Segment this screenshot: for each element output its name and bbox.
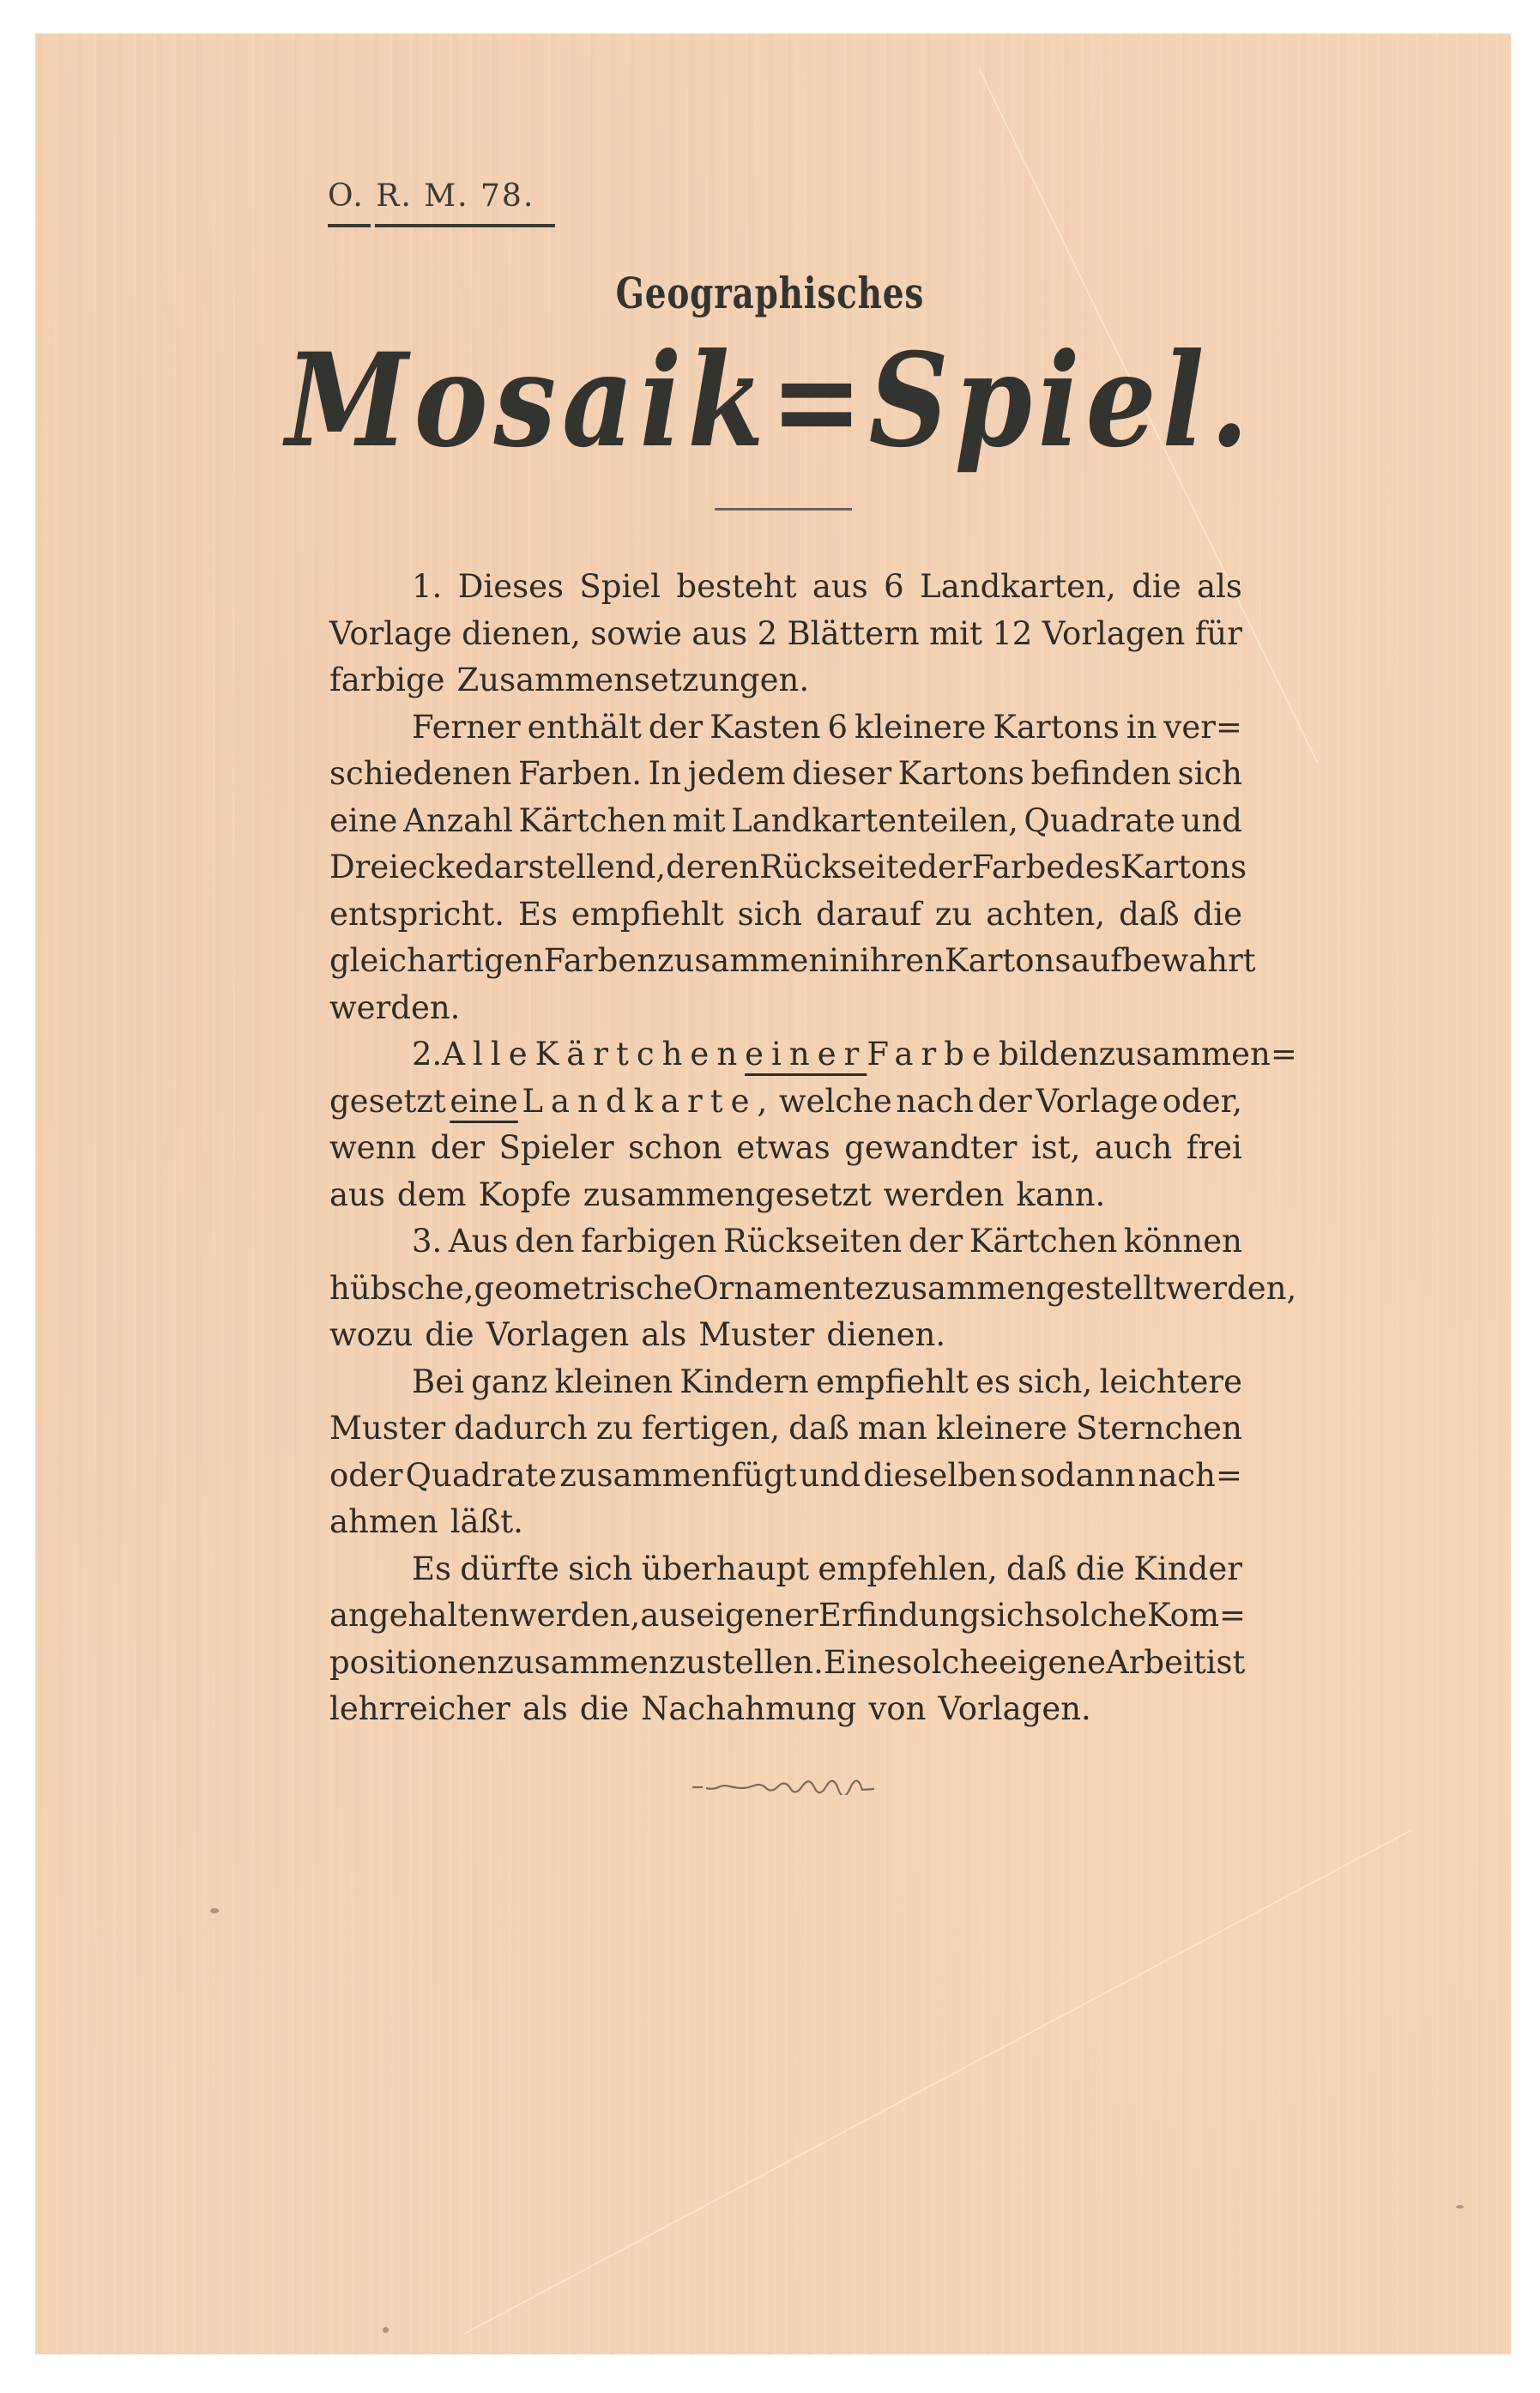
word: farbige: [329, 662, 445, 698]
word: empfehlen,: [818, 1550, 998, 1587]
word: kleinere: [855, 708, 987, 746]
word: Rückseiten: [723, 1223, 903, 1260]
word: Ferner: [412, 708, 521, 746]
text-line: [329, 942, 1256, 988]
paper-speck: [383, 2327, 389, 2333]
word: Vorlage: [1036, 1082, 1159, 1120]
word: zusammen: [657, 942, 830, 979]
word: auch: [1094, 1129, 1173, 1166]
word: den: [515, 1223, 575, 1260]
word: der: [917, 849, 972, 885]
word: hübsche,: [329, 1269, 474, 1307]
word: farbigen: [581, 1223, 717, 1260]
word: Landkartenteilen,: [731, 801, 1018, 839]
word: Alle: [442, 1036, 535, 1073]
word: dieselben: [863, 1456, 1018, 1494]
word: nach: [896, 1082, 974, 1120]
word: welche: [778, 1082, 892, 1120]
title-divider: [715, 508, 852, 511]
word: geometrische: [474, 1269, 693, 1307]
paper-crease: [464, 1829, 1412, 2335]
reference-underline-short: [328, 224, 371, 227]
word: leichtere: [1099, 1363, 1242, 1400]
word: ver=: [1163, 708, 1242, 746]
word: Kartons: [945, 942, 1072, 979]
word: werden.: [329, 988, 461, 1026]
text-line: [329, 1129, 1242, 1175]
word: Kartons: [993, 708, 1120, 746]
word: oder: [329, 1456, 403, 1494]
catalog-reference: O. R. M. 78.: [328, 178, 535, 214]
text-line: [329, 615, 1242, 662]
word: empfiehlt: [815, 1363, 969, 1400]
word: Vorlagen: [1042, 614, 1186, 652]
word: aus: [691, 614, 748, 652]
word: werden: [883, 1175, 1005, 1213]
word: Es: [517, 895, 558, 933]
word: lehrreicher: [329, 1690, 510, 1727]
word: Kärtchen: [534, 1036, 746, 1073]
word: dem: [396, 1175, 467, 1213]
word: die: [1132, 568, 1181, 605]
document-subtitle: [0, 268, 1540, 318]
word: Quadrate: [1024, 801, 1175, 839]
word: die: [1193, 895, 1242, 933]
word: gesetzt: [329, 1082, 446, 1120]
word: der: [977, 1082, 1032, 1120]
word: können: [1123, 1223, 1242, 1260]
word: ahmen: [329, 1503, 438, 1540]
text-line: [329, 1269, 1297, 1316]
word: aus: [812, 568, 868, 605]
word: ist,: [1030, 1129, 1081, 1166]
word: 2: [757, 614, 778, 652]
word: sich: [1177, 755, 1242, 792]
word: bilden: [998, 1036, 1099, 1073]
word: aufbewahrt: [1071, 942, 1256, 979]
word: Bei: [412, 1363, 464, 1400]
word: eigener: [696, 1597, 818, 1634]
word: daß: [1119, 895, 1180, 933]
word: Muster: [329, 1410, 446, 1447]
text-line: [329, 1550, 1242, 1597]
text-line: [329, 1036, 1297, 1082]
text-line: [329, 802, 1242, 849]
word: befinden: [1030, 755, 1172, 792]
word: 6: [827, 708, 849, 746]
word: Kärtchen: [518, 801, 667, 839]
word: Vorlagen: [486, 1316, 630, 1353]
word: Spieler: [498, 1129, 614, 1166]
word: dienen.: [826, 1316, 946, 1353]
word: als: [522, 1690, 568, 1727]
text-line: [329, 568, 1242, 614]
word: sowie: [590, 614, 682, 652]
word: oder,: [1162, 1082, 1242, 1120]
word: die: [579, 1690, 630, 1727]
word: entspricht.: [329, 895, 504, 933]
word: schiedenen: [329, 755, 512, 792]
word: Anzahl: [403, 801, 513, 839]
word: Kopfe: [478, 1175, 571, 1213]
paper-speck: [1456, 2205, 1464, 2209]
word: 1.: [412, 568, 443, 605]
word: Landkarten,: [920, 568, 1116, 605]
word: In: [648, 755, 682, 792]
text-line: [329, 1176, 1242, 1223]
text-line: [329, 755, 1242, 801]
word: sich: [980, 1597, 1045, 1634]
word: des: [1065, 849, 1120, 885]
word: zusammenfügt: [559, 1456, 797, 1494]
word: schon: [628, 1129, 722, 1166]
word: daß: [1006, 1550, 1067, 1587]
word: es: [975, 1363, 1011, 1400]
text-line: [329, 662, 1242, 708]
word: ist: [1205, 1643, 1246, 1681]
word: Quadrate: [405, 1456, 558, 1494]
word: jedem: [687, 755, 786, 792]
word: enthält: [527, 708, 642, 746]
word: dadurch: [454, 1410, 588, 1447]
word: dürfte: [460, 1550, 559, 1587]
word: eine: [450, 1082, 518, 1120]
word: Kinder: [1133, 1550, 1242, 1587]
word: in: [829, 942, 860, 979]
title-text: Mosaik=Spiel.: [285, 325, 1255, 476]
text-line: [329, 1223, 1242, 1269]
word: mit: [672, 801, 726, 839]
word: sich,: [1018, 1363, 1093, 1400]
word: Ornamente: [692, 1269, 874, 1307]
word: angehalten: [329, 1597, 510, 1634]
word: daß: [788, 1410, 849, 1447]
word: Vorlage: [329, 614, 452, 652]
word: Muster: [698, 1316, 815, 1353]
word: solche: [896, 1643, 999, 1681]
word: der: [908, 1223, 963, 1260]
subtitle-text: Geographisches: [615, 268, 925, 318]
word: gewandter: [844, 1129, 1018, 1166]
word: eine: [329, 801, 398, 839]
word: Kartons: [897, 755, 1025, 792]
word: Erfindung: [818, 1597, 981, 1634]
word: für: [1194, 614, 1242, 652]
word: als: [1197, 568, 1242, 605]
text-line: [329, 1503, 1242, 1550]
word: kleinen: [554, 1363, 673, 1400]
word: deren: [666, 849, 760, 885]
word: läßt.: [450, 1503, 523, 1540]
text-line: [329, 1643, 1246, 1690]
word: zusammengesetzt: [583, 1175, 872, 1213]
word: Dreiecke: [329, 849, 474, 885]
word: Spiel: [579, 568, 661, 605]
word: Aus: [448, 1223, 509, 1260]
word: Vorlagen.: [938, 1690, 1091, 1727]
word: dienen,: [462, 614, 581, 652]
text-line: [329, 1083, 1242, 1129]
word: sodann: [1019, 1456, 1136, 1494]
word: zu: [934, 895, 973, 933]
word: kann.: [1016, 1175, 1106, 1213]
word: der: [430, 1129, 485, 1166]
word: überhaupt: [641, 1550, 810, 1587]
word: wozu: [329, 1316, 414, 1353]
word: Farbe: [867, 1036, 999, 1073]
word: Sternchen: [1076, 1410, 1242, 1447]
word: eigene: [998, 1643, 1106, 1681]
text-line: [329, 849, 1247, 895]
word: 6: [884, 568, 904, 605]
reference-underline-long: [375, 224, 555, 227]
word: sich: [568, 1550, 633, 1587]
word: und: [1181, 801, 1242, 839]
word: 2.: [412, 1036, 443, 1073]
word: der: [648, 708, 704, 746]
text-line: [329, 989, 1242, 1036]
text-line: [329, 1597, 1247, 1643]
word: Nachahmung: [641, 1690, 857, 1727]
word: in: [1126, 708, 1157, 746]
word: etwas: [736, 1129, 830, 1166]
word: frei: [1186, 1129, 1242, 1166]
word: Arbeit: [1106, 1643, 1206, 1681]
word: zusammen=: [1098, 1036, 1297, 1073]
word: zusammenzustellen.: [497, 1643, 824, 1681]
word: von: [868, 1690, 927, 1727]
word: Farben: [543, 942, 657, 979]
word: mit: [929, 614, 982, 652]
word: Eine: [823, 1643, 897, 1681]
text-line: [329, 1457, 1242, 1503]
word: Blättern: [787, 614, 920, 652]
word: Kartons: [1120, 849, 1247, 885]
word: 12: [992, 614, 1033, 652]
word: werden,: [509, 1597, 641, 1634]
word: Zusammensetzungen.: [456, 662, 810, 698]
text-line: [329, 1316, 1242, 1363]
word: darstellend,: [474, 849, 667, 885]
word: darauf: [815, 895, 921, 933]
word: als: [641, 1316, 687, 1353]
word: Kindern: [679, 1363, 809, 1400]
word: 3.: [412, 1223, 443, 1260]
word: besteht: [676, 568, 797, 605]
text-line: [329, 1690, 1242, 1737]
word: fertigen,: [642, 1410, 781, 1447]
word: Landkarte,: [522, 1082, 776, 1120]
word: zu: [595, 1410, 634, 1447]
word: aus: [329, 1175, 385, 1213]
paper-speck: [210, 1908, 219, 1913]
word: werden,: [1165, 1269, 1297, 1307]
word: Rückseite: [759, 849, 918, 885]
word: positionen: [329, 1643, 498, 1681]
word: die: [425, 1316, 474, 1353]
word: und: [799, 1456, 861, 1494]
text-line: [329, 1363, 1242, 1410]
word: empfiehlt: [571, 895, 724, 933]
word: achten,: [986, 895, 1106, 933]
document-title: [0, 325, 1540, 476]
word: Kärtchen: [969, 1223, 1118, 1260]
closing-wavy-rule: [692, 1780, 874, 1795]
word: einer: [745, 1036, 867, 1073]
word: kleinere: [935, 1410, 1067, 1447]
word: Farbe: [971, 849, 1066, 885]
word: Kasten: [710, 708, 821, 746]
word: zusammengestellt: [873, 1269, 1166, 1307]
text-line: [329, 1410, 1242, 1456]
word: nach=: [1138, 1456, 1242, 1494]
text-line: [329, 709, 1242, 755]
word: aus: [640, 1597, 697, 1634]
word: man: [857, 1410, 927, 1447]
word: gleichartigen: [329, 942, 544, 979]
word: solche: [1044, 1597, 1148, 1634]
word: wenn: [329, 1129, 417, 1166]
word: Kom=: [1147, 1597, 1247, 1634]
word: ganz: [471, 1363, 548, 1400]
word: Farben.: [517, 755, 643, 792]
word: Dieses: [457, 568, 564, 605]
text-line: [329, 896, 1242, 942]
word: ihren: [859, 942, 945, 979]
word: dieser: [792, 755, 892, 792]
word: die: [1075, 1550, 1126, 1587]
word: Es: [412, 1550, 451, 1587]
word: sich: [737, 895, 802, 933]
